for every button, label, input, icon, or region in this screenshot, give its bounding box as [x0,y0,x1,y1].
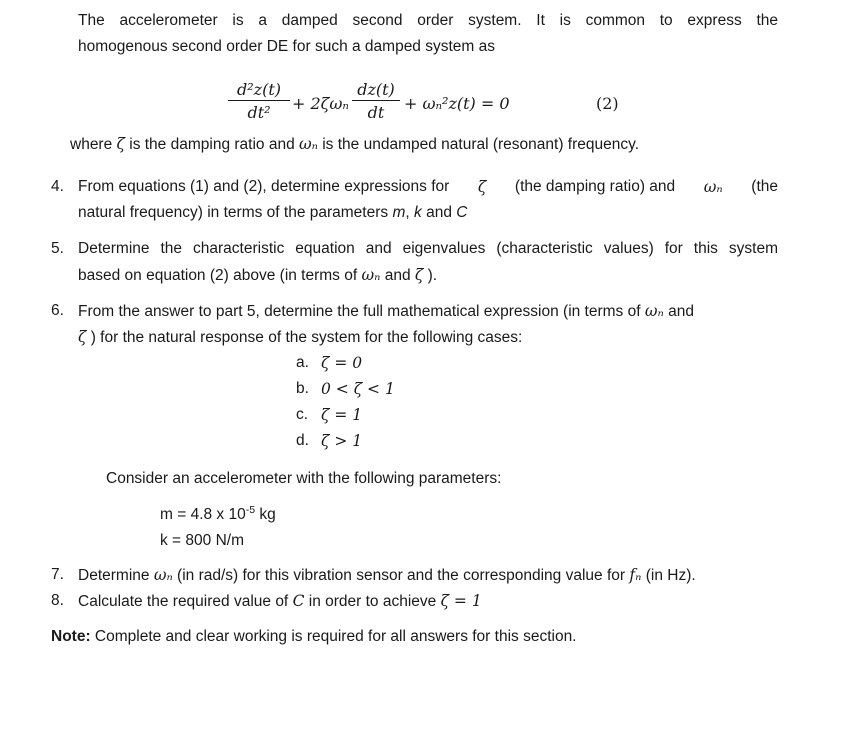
equation-damping-term: + 2ζωₙ [292,94,349,113]
question-5-line-1: Determine the characteristic equation and eigenvalues (characteristic values) for this system [78,240,778,257]
case-label: a. [296,354,309,371]
equation-fraction-second-derivative [228,80,290,122]
fraction-denominator: dt [367,103,385,122]
note-line [51,628,577,646]
omega-n-symbol: ωₙ [153,566,173,584]
q5-text-a: based on equation (2) above (in terms of [78,267,358,284]
case-expression: ζ > 1 [321,432,363,450]
omega-n-symbol: ωₙ [703,178,723,196]
zeta-symbol: ζ [78,328,87,346]
fraction-numerator: dz(t) [357,80,395,99]
q4-text-b: (the damping ratio) and [514,178,676,195]
q4-text-c: (the [751,178,778,195]
param-c: C [292,592,305,610]
question-4-line-1 [78,178,778,196]
q5-text-b: and [384,267,411,284]
param-c: C [456,204,468,221]
param-m: m [392,204,406,221]
parameter-mass [160,503,276,524]
q6-text-c: ) for the natural response of the system for the following cases: [90,329,523,346]
case-label: d. [296,432,309,449]
param-k: k [414,204,422,221]
question-6-line-1 [78,302,694,321]
q6-text-b: and [668,303,694,320]
note-text: Complete and clear working is required for all answers for this section. [90,628,577,645]
case-expression: 0 < ζ < 1 [321,380,395,398]
case-label: c. [296,406,309,423]
q8-expression: ζ = 1 [440,592,482,610]
q7-text-c: (in Hz). [645,567,696,584]
intro-line-2: homogenous second order DE for such a damped system as [78,38,496,55]
q4-and: and [426,204,452,221]
parameter-stiffness: k = 800 N/m [160,532,244,549]
equation-fraction-first-derivative [352,80,400,122]
question-number: 6. [51,302,64,319]
fn-symbol: fₙ [629,566,642,584]
parameters-heading: Consider an accelerometer with the following parameters: [106,470,502,487]
mass-value: m = 4.8 x 10 [160,506,246,523]
q6-text-a: From the answer to part 5, determine the full mathematical expression (in terms of [78,303,641,320]
question-6-line-2 [78,328,522,347]
fraction-denominator: dt² [247,103,271,122]
zeta-symbol: ζ [414,266,424,284]
omega-n-symbol: ωₙ [361,266,381,284]
equation-stiffness-term: + ωₙ²z(t) = 0 [404,94,510,113]
q4-comma: , [405,204,410,221]
omega-n-symbol: ωₙ [299,135,318,153]
equation-number: (2) [596,94,619,113]
q4-text-a: From equations (1) and (2), determine expressions for [78,178,450,195]
where-text-b: is the damping ratio and [129,136,295,153]
zeta-symbol: ζ [116,135,125,153]
zeta-symbol: ζ [477,178,487,196]
case-expression: ζ = 0 [321,354,363,372]
fraction-bar [228,100,290,101]
case-label: b. [296,380,309,397]
note-label: Note: [51,628,91,645]
question-7-line [78,566,696,585]
fraction-bar [352,100,400,101]
where-text-a: where [70,136,113,153]
where-text-c: is the undamped natural (resonant) frequency. [322,136,640,153]
question-5-line-2 [78,266,437,285]
q8-text-a: Calculate the required value of [78,593,289,610]
question-number: 8. [51,592,64,609]
question-number: 4. [51,178,64,195]
q4-text-d: natural frequency) in terms of the parameters [78,204,389,221]
mass-unit: kg [255,506,276,523]
omega-n-symbol: ωₙ [644,302,664,320]
q5-text-c: ). [427,267,438,284]
case-expression: ζ = 1 [321,406,363,424]
q7-text-a: Determine [78,567,150,584]
q8-text-b: in order to achieve [308,593,437,610]
where-line [70,135,639,154]
fraction-numerator: d²z(t) [237,80,281,99]
question-number: 7. [51,566,64,583]
question-8-line [78,592,482,611]
question-number: 5. [51,240,64,257]
question-4-line-2 [78,204,467,222]
q7-text-b: (in rad/s) for this vibration sensor and the corresponding value for [177,567,626,584]
mass-exponent: -5 [245,503,256,516]
intro-line-1: The accelerometer is a damped second order system. It is common to express the [78,12,778,29]
